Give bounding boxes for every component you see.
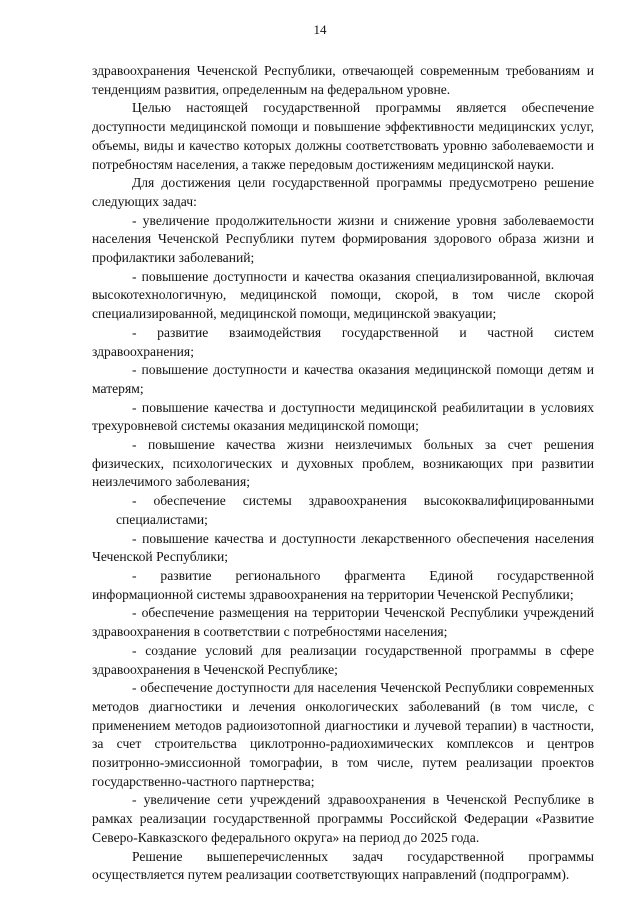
task-item: - обеспечение размещения на территории Чеченской Республики учреждений здравоохранения в соответствии с потребностями населения; — [92, 605, 594, 640]
task-item: - развитие регионального фрагмента Единой государственной информационной системы здравоохранения на территории Чеченской Республики; — [92, 567, 594, 602]
task-item: - обеспечение системы здравоохранения высококвалифицированными специалистами; — [116, 493, 594, 527]
paragraph-solution: Решение вышеперечисленных задач государственной программы осуществляется путем реализации соответствующих направлений (подпрограмм). — [92, 848, 594, 883]
task-item: - повышение качества жизни неизлечимых больных за счет решения физических, психологических и духовных проблем, возникающих при развитии неизлечимого заболевания; — [92, 437, 594, 490]
task-item: - повышение доступности и качества оказания медицинской помощи детям и матерям; — [92, 362, 594, 396]
task-item: - увеличение сети учреждений здравоохранения в Чеченской Республике в рамках реализации государственной программы Российской Федерации «Развитие Северо-Кавказского федерального округа» на период до 2025 года. — [92, 792, 594, 845]
document-body — [92, 62, 594, 885]
task-item: - повышение качества и доступности медицинской реабилитации в условиях трехуровневой системы оказания медицинской помощи; — [92, 399, 594, 434]
paragraph-continuation: здравоохранения Чеченской Республики, отвечающей современным требованиям и тенденциям развития, определенным на федеральном уровне. — [92, 63, 594, 97]
paragraph-tasks-intro: Для достижения цели государственной программы предусмотрено решение следующих задач: — [92, 175, 594, 209]
page-number: 14 — [313, 22, 327, 37]
task-item: - развитие взаимодействия государственной и частной систем здравоохранения; — [92, 324, 594, 359]
task-item: - создание условий для реализации государственной программы в сфере здравоохранения в Чеченской Республике; — [92, 642, 594, 677]
paragraph-goal: Целью настоящей государственной программы является обеспечение доступности медицинской помощи и повышение эффективности медицинских услуг, объемы, виды и качество которых должны соответствовать уровню заболеваемости и потребностям населения, а также передовым достижениям медицинской науки. — [92, 100, 594, 172]
task-item: - увеличение продолжительности жизни и снижение уровня заболеваемости населения Чеченской Республики путем формирования здорового образа жизни и профилактики заболеваний; — [92, 212, 594, 266]
task-item: - обеспечение доступности для населения Чеченской Республики современных методов диагностики и лечения онкологических заболеваний (в том числе, с применением методов радиоизотопной диагностики и лучевой терапии) в частности, за счет строительства циклотронно-радиохимических комплексов и центров позитронно-эмиссионной томографии, в том числе, путем реализации проектов государственно-частного партнерства; — [92, 680, 594, 789]
task-item: - повышение доступности и качества оказания специализированной, включая высокотехнологичную, медицинской помощи, скорой, в том числе скорой специализированной, медицинской помощи, медицинской эвакуации; — [92, 268, 594, 322]
task-item: - повышение качества и доступности лекарственного обеспечения населения Чеченской Республики; — [92, 530, 594, 565]
